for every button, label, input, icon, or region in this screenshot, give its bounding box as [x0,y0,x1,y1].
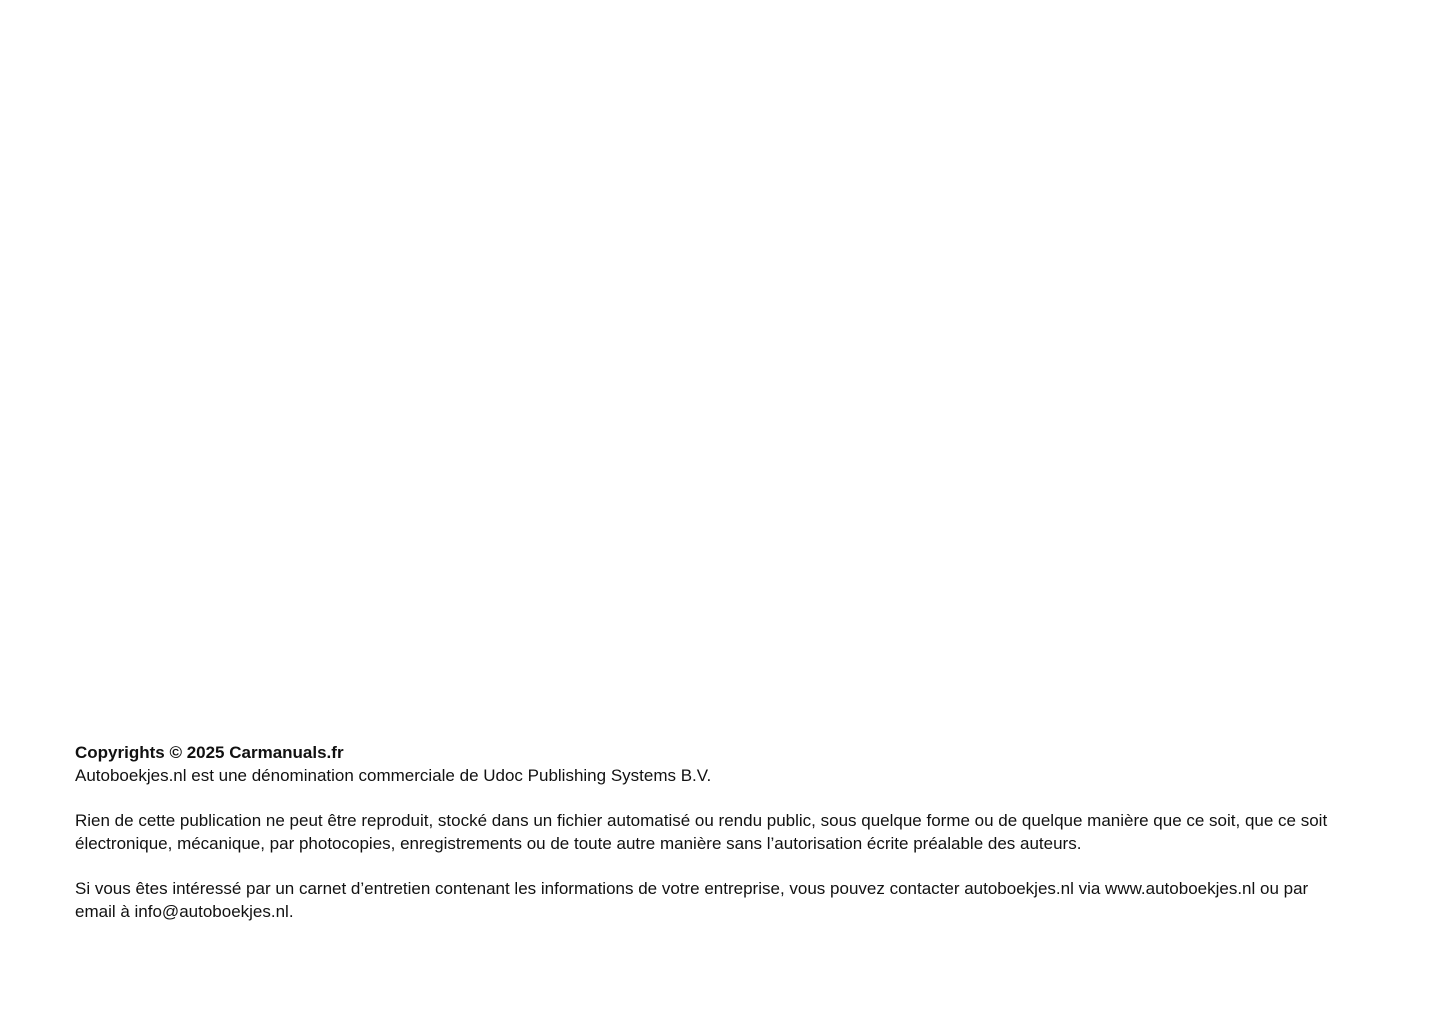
copyright-rights-paragraph: Rien de cette publication ne peut être reproduit, stocké dans un fichier automatisé ou rendu public, sous quelque forme ou de quelque manière que ce soit, que ce soit électronique, mécanique, par photocopies, enregistrements ou de toute autre manière sans l’autorisation écrite préalable des auteurs. [75,811,1328,853]
copyright-title: Copyrights © 2025 Carmanuals.fr [75,743,344,762]
copyright-company-line: Autoboekjes.nl est une dénomination commerciale de Udoc Publishing Systems B.V. [75,766,712,785]
copyright-contact-paragraph: Si vous êtes intéressé par un carnet d’entretien contenant les informations de votre entreprise, vous pouvez contacter autoboekjes.nl via www.autoboekjes.nl ou par email à info@autoboekjes.nl. [75,879,1309,921]
copyright-block [75,741,1333,923]
